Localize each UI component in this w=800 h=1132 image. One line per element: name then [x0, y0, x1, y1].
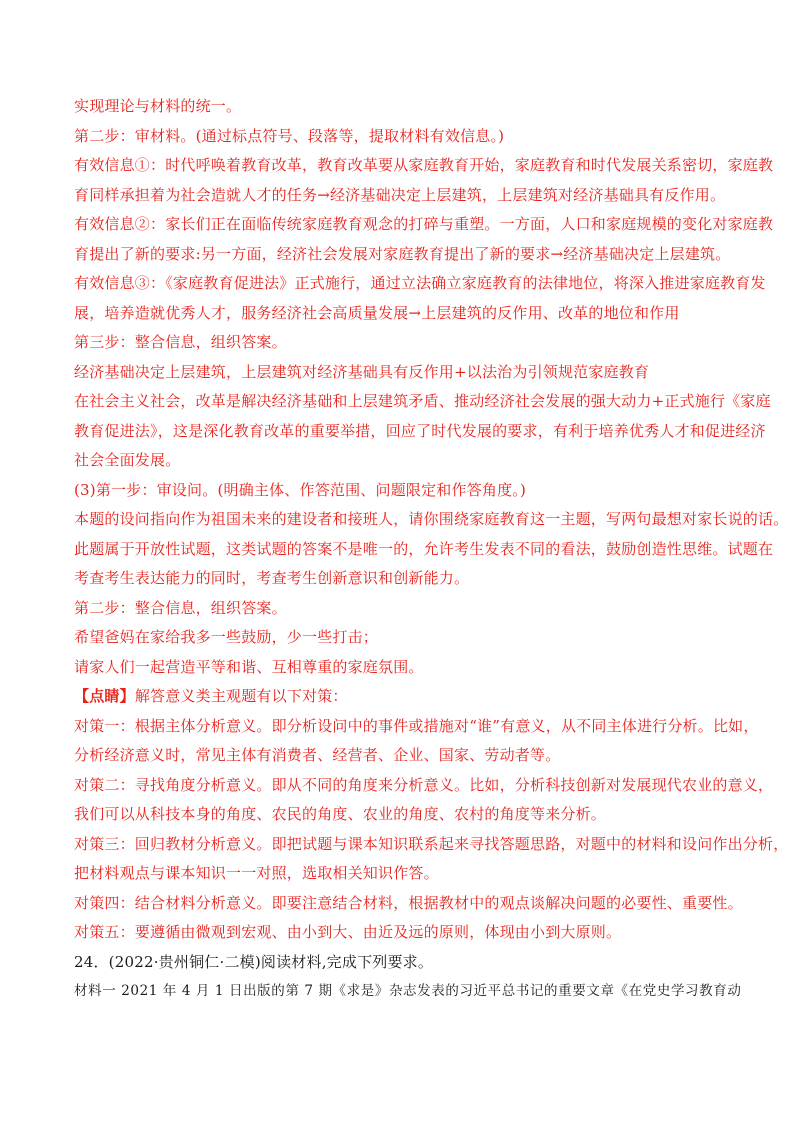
text-line: 经济基础决定上层建筑，上层建筑对经济基础具有反作用+以法治为引领规范家庭教育	[74, 362, 650, 381]
text-line: 教育促进法》，这是深化教育改革的重要举措，回应了时代发展的要求，有利于培养优秀人才和促进经济	[74, 421, 766, 440]
strategy-line: 对策一：根据主体分析意义。即分析设问中的事件或措施对“谁”有意义，从不同主体进行分析。比如，	[74, 716, 759, 735]
text-line: 有效信息③：《家庭教育促进法》正式施行，通过立法确立家庭教育的法律地位，将深入推进家庭教育发	[74, 274, 766, 292]
analysis-steps	[74, 92, 789, 682]
text-line: 此题属于开放性试题，这类试题的答案不是唯一的，允许考生发表不同的看法，鼓励创造性思维。试题在	[74, 539, 774, 558]
text-line: 本题的设问指向作为祖国未来的建设者和接班人，请你围绕家庭教育这一主题，写两句最想对家长说的话。	[74, 510, 789, 528]
strategy-line: 对策三：回归教材分析意义。即把试题与课本知识联系起来寻找答题思路，对题中的材料和设问作出分析，	[74, 834, 789, 853]
dianjing-text: 解答意义类主观题有以下对策：	[134, 687, 348, 705]
text-line: (3)第一步：审设问。(明确主体、作答范围、问题限定和作答角度。)	[74, 480, 527, 499]
strategy-line: 分析经济意义时，常见主体有消费者、经营者、企业、国家、劳动者等。	[74, 746, 561, 764]
strategy-line: 对策四：结合材料分析意义。即要注意结合材料，根据教材中的观点谈解决问题的必要性、重要性。	[74, 893, 743, 912]
text-line: 第二步：审材料。(通过标点符号、段落等，提取材料有效信息。)	[74, 126, 505, 145]
strategy-line: 把材料观点与课本知识一一对照，选取相关知识作答。	[74, 864, 439, 882]
strategy-line: 对策二：寻找角度分析意义。即从不同的角度来分析意义。比如，分析科技创新对发展现代农业的意义，	[74, 775, 774, 794]
text-line: 考查考生表达能力的同时，考查考生创新意识和创新能力。	[74, 569, 470, 587]
text-line: 第三步：整合信息，组织答案。	[74, 333, 287, 351]
strategy-line: 对策五：要遵循由微观到宏观、由小到大、由近及远的原则，体现由小到大原则。	[74, 923, 622, 941]
text-line: 社会全面发展。	[74, 451, 181, 469]
text-line: 在社会主义社会，改革是解决经济基础和上层建筑矛盾、推动经济社会发展的强大动力+正式施行《家庭	[74, 392, 771, 410]
strategy-line: 我们可以从科技本身的角度、农民的角度、农业的角度、农村的角度等来分析。	[74, 805, 607, 823]
text-line: 育同样承担着为社会造就人才的任务→经济基础决定上层建筑，上层建筑对经济基础具有反作用。	[74, 185, 726, 204]
question-24: 24．(2022·贵州铜仁·二模)阅读材料,完成下列要求。	[74, 952, 434, 971]
strategy-list	[74, 712, 789, 948]
text-line: 希望爸妈在家给我多一些鼓励，少一些打击；	[74, 628, 379, 646]
answer-analysis	[74, 92, 789, 1007]
dianjing-heading	[74, 682, 734, 712]
text-line: 实现理论与材料的统一。	[74, 97, 242, 115]
material-one: 材料一 2021 年 4 月 1 日出版的第 7 期《求是》杂志发表的习近平总书记的重要文章《在党史学习教育动	[74, 983, 742, 999]
text-line: 有效信息①：时代呼唤着教育改革，教育改革要从家庭教育开始，家庭教育和时代发展关系密切，家庭教	[74, 156, 774, 174]
text-line: 展，培养造就优秀人才，服务经济社会高质量发展→上层建筑的反作用、改革的地位和作用	[74, 303, 680, 322]
text-line: 有效信息②：家长们正在面临传统家庭教育观念的打碎与重塑。一方面，人口和家庭规模的变化对家庭教	[74, 215, 774, 233]
dianjing-label: 【点睛】	[74, 687, 135, 705]
text-line: 请家人们一起营造平等和谐、互相尊重的家庭氛围。	[74, 657, 424, 676]
text-line: 第二步：整合信息，组织答案。	[74, 598, 287, 617]
text-line: 育提出了新的要求:另一方面，经济社会发展对家庭教育提出了新的要求→经济基础决定上层建筑。	[74, 244, 731, 263]
